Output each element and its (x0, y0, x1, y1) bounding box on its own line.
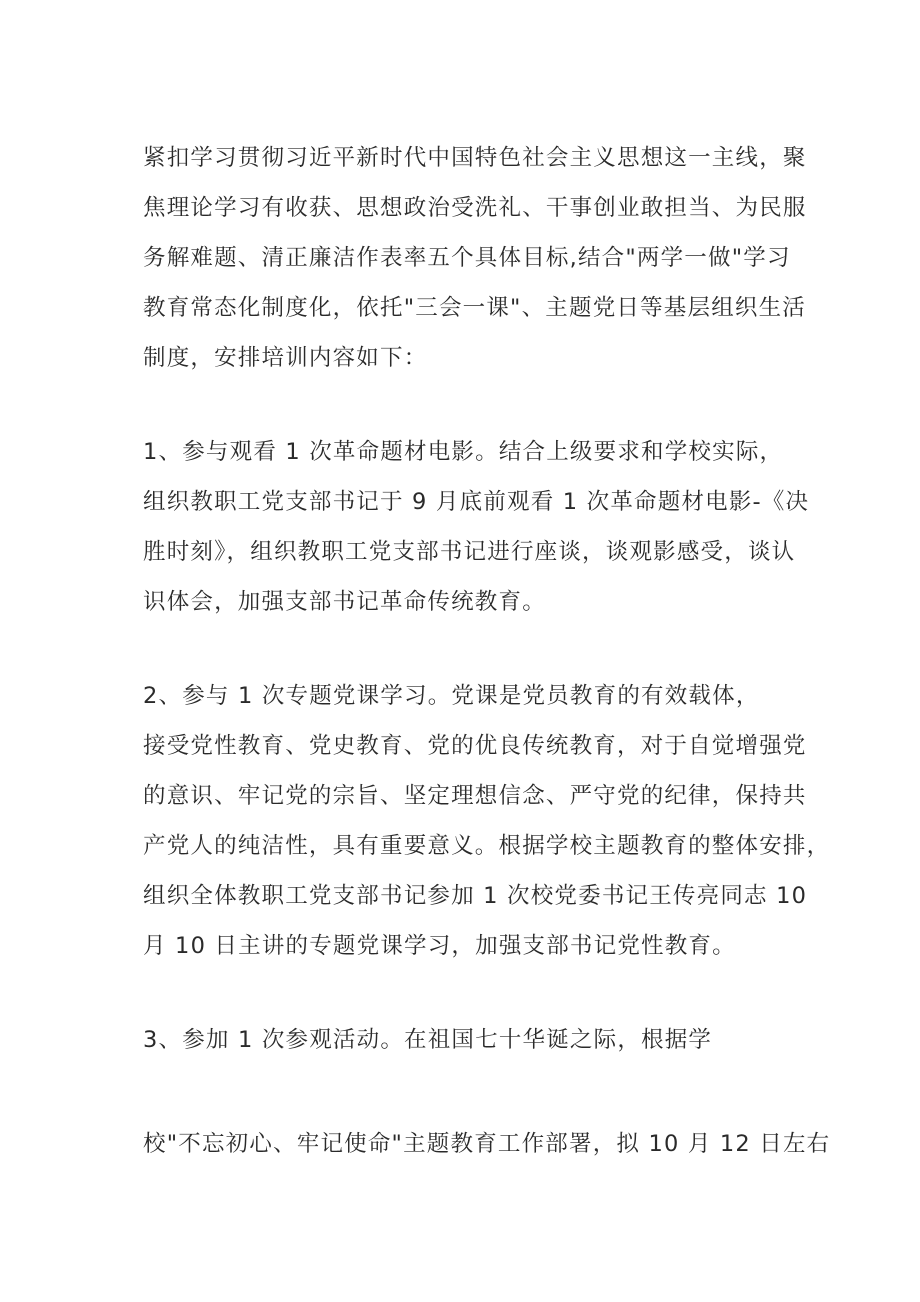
paragraph-1-line-1: 紧扣学习贯彻习近平新时代中国特色社会主义思想这一主线，聚 (143, 145, 807, 171)
paragraph-2-line-3: 胜时刻》，组织教职工党支部书记进行座谈，谈观影感受，谈认 (143, 539, 796, 565)
paragraph-3-line-3: 的意识、牢记党的宗旨、坚定理想信念、严守党的纪律，保持共 (143, 783, 807, 809)
paragraph-1-line-2: 焦理论学习有收获、思想政治受洗礼、干事创业敢担当、为民服 (143, 195, 807, 221)
paragraph-4-line-1: 3、参加 1 次参观活动。在祖国七十华诞之际，根据学 (143, 1027, 713, 1053)
paragraph-2-line-4: 识体会，加强支部书记革命传统教育。 (143, 589, 546, 615)
paragraph-3-line-6: 月 10 日主讲的专题党课学习，加强支部书记党性教育。 (143, 933, 736, 959)
paragraph-1-line-5: 制度，安排培训内容如下： (143, 345, 428, 371)
paragraph-3-line-1: 2、参与 1 次专题党课学习。党课是党员教育的有效载体， (143, 683, 760, 709)
paragraph-2-line-2: 组织教职工党支部书记于 9 月底前观看 1 次革命题材电影-《决 (143, 489, 810, 515)
paragraph-3-line-2: 接受党性教育、党史教育、党的优良传统教育，对于自觉增强党 (143, 733, 807, 759)
paragraph-5-line-1: 校"不忘初心、牢记使命"主题教育工作部署，拟 10 月 12 日左右 (143, 1131, 831, 1157)
paragraph-3-line-4: 产党人的纯洁性，具有重要意义。根据学校主题教育的整体安排， (143, 833, 831, 859)
paragraph-3-line-5: 组织全体教职工党支部书记参加 1 次校党委书记王传亮同志 10 (143, 883, 808, 909)
paragraph-1-line-3: 务解难题、清正廉洁作表率五个具体目标,结合"两学一做"学习 (143, 245, 791, 271)
paragraph-2-line-1: 1、参与观看 1 次革命题材电影。结合上级要求和学校实际， (143, 439, 784, 465)
paragraph-1-line-4: 教育常态化制度化，依托"三会一课"、主题党日等基层组织生活 (143, 295, 806, 321)
